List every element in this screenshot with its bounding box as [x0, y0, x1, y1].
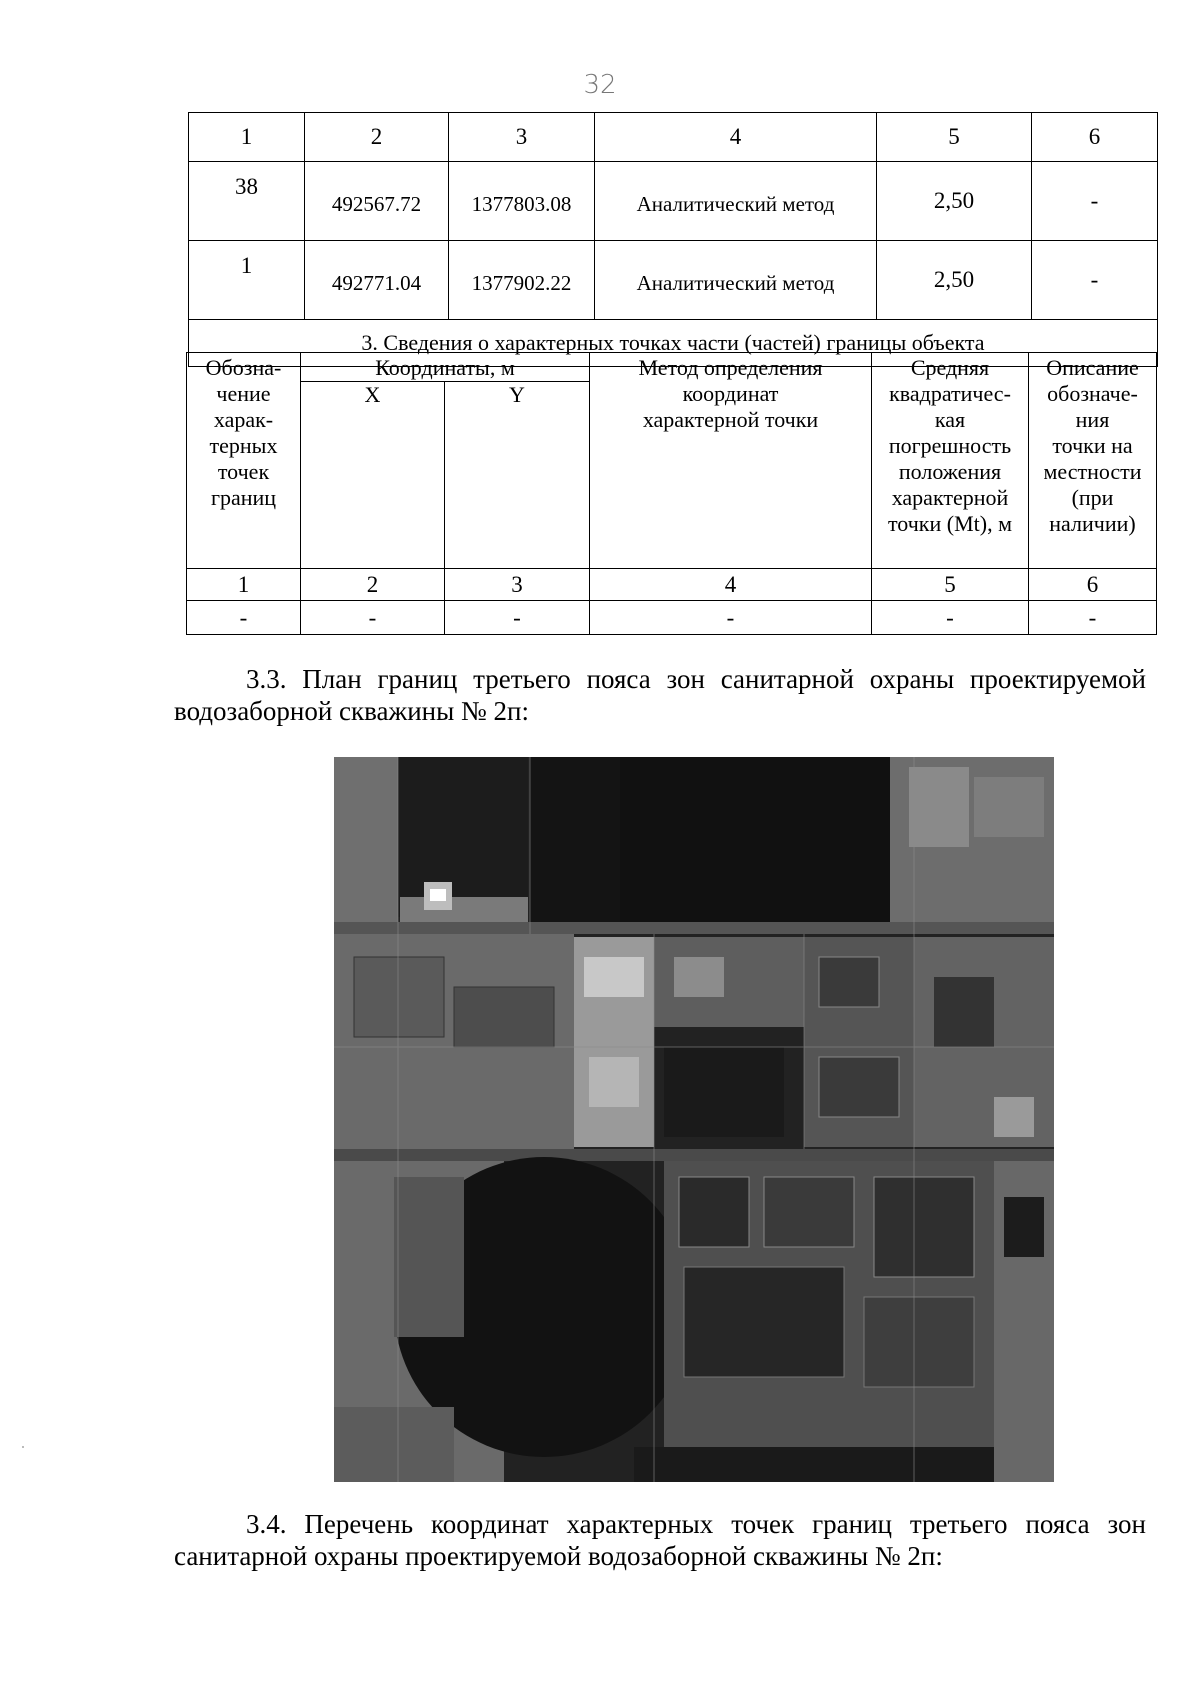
header-line: обозначе-	[1047, 381, 1138, 406]
x-coordinate-cell: 492771.04	[305, 241, 449, 320]
part-points-table	[186, 352, 1157, 635]
point-number-cell: 1	[189, 241, 305, 320]
column-number-cell: 2	[301, 569, 445, 601]
empty-cell: -	[872, 601, 1029, 635]
column-number-cell: 6	[1029, 569, 1157, 601]
table-row	[187, 601, 1157, 635]
empty-cell: -	[1029, 601, 1157, 635]
empty-cell: -	[445, 601, 590, 635]
column-number-row	[187, 569, 1157, 601]
point-designation-header	[187, 353, 301, 569]
header-cell: 4	[595, 113, 877, 162]
paragraph-line: водозаборной скважины № 2п:	[174, 696, 529, 726]
coordinates-header: Координаты, м	[301, 353, 590, 382]
aerial-map-image	[334, 757, 1054, 1482]
section-title: 3. Сведения о характерных точках части (частей) границы объекта	[189, 320, 1158, 367]
method-cell: Аналитический метод	[595, 162, 877, 241]
header-cell: 1	[189, 113, 305, 162]
empty-cell: -	[187, 601, 301, 635]
x-header: X	[301, 382, 445, 569]
header-line: границ	[210, 485, 277, 510]
error-header	[872, 353, 1029, 569]
column-number-cell: 5	[872, 569, 1029, 601]
header-line: терных	[209, 433, 278, 458]
y-coordinate-cell: 1377902.22	[449, 241, 595, 320]
header-line: харак-	[213, 407, 274, 432]
table-row	[189, 241, 1158, 320]
column-number-cell: 1	[187, 569, 301, 601]
table-row	[189, 162, 1158, 241]
header-line: характерной	[891, 485, 1009, 510]
method-header	[590, 353, 872, 569]
boundary-points-table	[188, 112, 1158, 367]
header-line: точек	[217, 459, 270, 484]
header-line: наличии)	[1049, 511, 1136, 536]
method-cell: Аналитический метод	[595, 241, 877, 320]
column-number-cell: 4	[590, 569, 872, 601]
header-line: кая	[934, 407, 966, 432]
header-cell: 5	[877, 113, 1032, 162]
header-cell: 2	[305, 113, 449, 162]
table-header-row	[187, 353, 1157, 382]
header-line: точки на	[1052, 433, 1133, 458]
paragraph-line: 3.3. План границ третьего пояса зон санитарной охраны проектируемой	[246, 664, 1146, 694]
header-line: местности	[1043, 459, 1142, 484]
header-line: чение	[216, 381, 271, 406]
header-line: квадратичес-	[889, 381, 1011, 406]
aerial-plan-map	[334, 757, 1054, 1482]
empty-cell: -	[301, 601, 445, 635]
header-line: Метод определения	[638, 355, 823, 380]
point-number-cell: 38	[189, 162, 305, 241]
section-3-3-paragraph	[174, 663, 1146, 727]
header-line: Средняя	[910, 355, 990, 380]
header-line: погрешность	[888, 433, 1012, 458]
description-cell: -	[1032, 162, 1158, 241]
y-coordinate-cell: 1377803.08	[449, 162, 595, 241]
header-line: Обозна-	[205, 355, 282, 380]
header-line: точки (Mt), м	[887, 511, 1013, 536]
header-line: ния	[1075, 407, 1110, 432]
error-cell: 2,50	[877, 162, 1032, 241]
column-number-cell: 3	[445, 569, 590, 601]
table-header-row	[189, 113, 1158, 162]
y-header: Y	[445, 382, 590, 569]
description-cell: -	[1032, 241, 1158, 320]
page-number: 32	[583, 70, 617, 100]
header-line: координат	[682, 381, 779, 406]
header-line: (при	[1071, 485, 1114, 510]
header-line: Описание	[1046, 355, 1139, 380]
empty-cell: -	[590, 601, 872, 635]
scan-artifact	[22, 1446, 24, 1448]
section-3-4-paragraph	[174, 1508, 1146, 1572]
header-line: положения	[898, 459, 1002, 484]
error-cell: 2,50	[877, 241, 1032, 320]
x-coordinate-cell: 492567.72	[305, 162, 449, 241]
paragraph-line: 3.4. Перечень координат характерных точек границ третьего пояса зон	[246, 1509, 1146, 1539]
description-header	[1029, 353, 1157, 569]
header-cell: 6	[1032, 113, 1158, 162]
header-cell: 3	[449, 113, 595, 162]
paragraph-line: санитарной охраны проектируемой водозаборной скважины № 2п:	[174, 1541, 943, 1571]
header-line: характерной точки	[642, 407, 819, 432]
